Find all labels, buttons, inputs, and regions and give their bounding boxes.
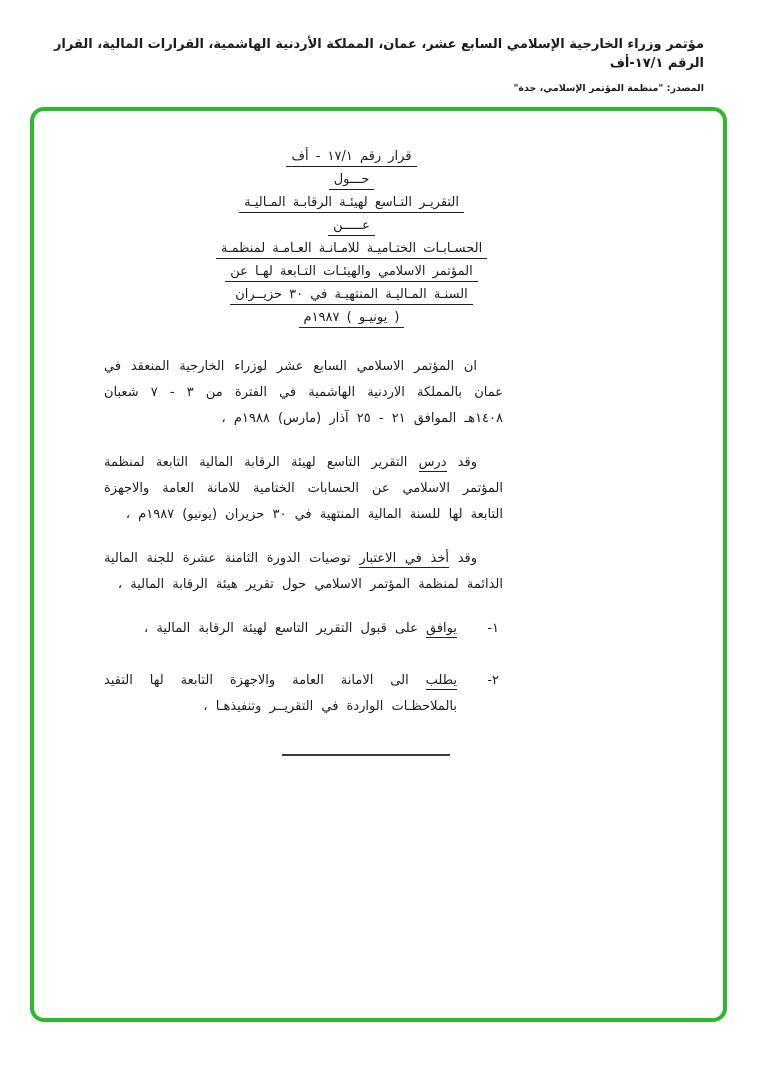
text-segment: على قبول التقرير التاسع لهيئة الرقابة المالية ، (144, 621, 426, 636)
document-content (104, 149, 503, 756)
document-source-note: المصدر: "منظمة المؤتمر الإسلامي، جدة" (513, 82, 704, 94)
resolution-title-text: المؤتمر الاسلامي والهيئـات التـابعة لهـا عن (225, 264, 477, 282)
resolution-title-line (152, 264, 551, 282)
resolution-title-text: عـــــن (328, 218, 375, 236)
item-text (104, 673, 457, 714)
resolution-title-line (152, 287, 551, 305)
resolution-title-text: الحسـابـات الختـاميـة للامـانـة العـامـة لمنظمـة (216, 241, 487, 259)
text-segment: توصيات الدورة الثامنة عشرة للجنة المالية الدائمة لمنظمة المؤتمر الاسلامي حول تقرير هيئة الرقابة المالية ، (104, 551, 503, 592)
text-segment: وقد (449, 551, 478, 566)
resolution-body (104, 354, 503, 598)
footer-separator-line (282, 754, 450, 756)
document-header-title: مؤتمر وزراء الخارجية الإسلامي السابع عشر، عمان، المملكة الأردنية الهاشمية، القرارات المالية، القرار الرقم ١٧/١-أف (53, 37, 704, 71)
numbered-item (104, 616, 503, 642)
resolution-title-block (152, 149, 551, 328)
resolution-title-line (152, 149, 551, 167)
text-segment: وقد (446, 455, 477, 470)
underlined-text: درس (418, 455, 447, 470)
resolution-title-text: ( يونيـو ) ١٩٨٧م (299, 310, 405, 328)
document-frame (30, 107, 727, 1022)
item-number: ٢- (487, 673, 499, 688)
body-paragraph (104, 546, 503, 598)
resolution-title-line (152, 195, 551, 213)
underlined-text: أخذ في الاعتبار (359, 551, 450, 566)
text-segment: التقرير التاسع لهيئة الرقابة المالية التابعة لمنظمة المؤتمر الاسلامي عن الحسابات الختامية للامانة العامة والاجهزة التابعة لها للسنة المالية المنتهية في ٣٠ حزيران (يونيو) ١٩٨٧م ، (104, 455, 503, 522)
resolution-title-line (152, 218, 551, 236)
resolution-title-text: السنـة المـاليـة المنتهيـة في ٣٠ حزيــران (230, 287, 473, 305)
underlined-text: يطلب (425, 673, 457, 688)
item-number: ١- (487, 621, 499, 636)
resolution-title-text: التقريـر التـاسع لهيئـة الرقابـة المـاليـة (239, 195, 464, 213)
resolution-items (104, 616, 503, 720)
document-header (0, 0, 758, 94)
resolution-title-text: قرار رقم ١٧/١ - أف (286, 149, 416, 167)
resolution-title-line (152, 310, 551, 328)
body-paragraph (104, 354, 503, 432)
text-segment: ان المؤتمر الاسلامي السابع عشر لوزراء الخارجية المنعقد في عمان بالمملكة الاردنية الهاشمية في الفترة من ٣ - ٧ شعبان ١٤٠٨هـ الموافق ٢١ - ٢٥ آذار (مارس) ١٩٨٨م ، (104, 359, 503, 426)
body-paragraph (104, 450, 503, 528)
underlined-text: يوافق (425, 621, 457, 636)
resolution-title-line (152, 172, 551, 190)
resolution-title-text: حـــول (329, 172, 375, 190)
item-text (144, 621, 457, 638)
resolution-title-line (152, 241, 551, 259)
numbered-item (104, 668, 503, 720)
text-segment: الى الامانة العامة والاجهزة التابعة لها التقيد بالملاحظـات الواردة في التقريــر وتنفيذهـا ، (104, 673, 457, 714)
